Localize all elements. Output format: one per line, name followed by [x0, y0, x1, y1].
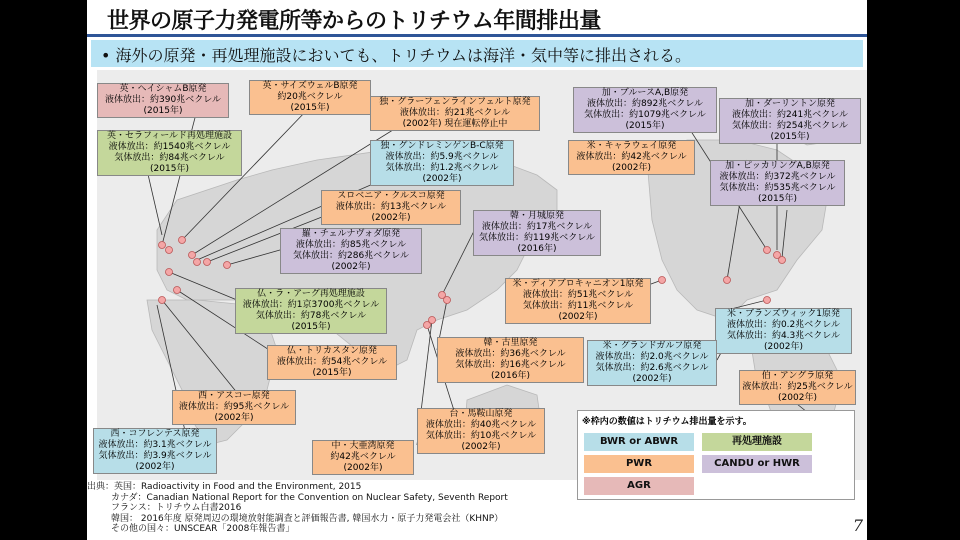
facility-liquid: 液体放出：約2.0兆ベクレル: [595, 352, 709, 362]
facility-darlington: [719, 98, 861, 144]
page-number: 7: [852, 516, 863, 535]
facility-liquid: 液体放出：約42兆ベクレル: [576, 152, 687, 162]
sources: [87, 482, 508, 535]
facility-la-hague: [235, 288, 387, 334]
facility-name: 韓・月城原発: [509, 211, 564, 221]
site-marker: [159, 297, 166, 304]
facility-wolsong: [473, 210, 601, 256]
facility-gas: 気体放出：約10兆ベクレル: [425, 431, 537, 441]
facility-year: (2002年): [461, 442, 501, 452]
facility-gas: 気体放出：約3.9兆ベクレル: [98, 451, 212, 461]
site-marker: [224, 262, 231, 269]
facility-year: (2015年): [758, 194, 797, 204]
facility-cernavoda: [280, 228, 422, 274]
legend-note: ※枠内の数値はトリチウム排出量を示す。: [582, 417, 752, 427]
facility-liquid: 液体放出：約390兆ベクレル: [105, 95, 221, 105]
facility-name: 仏・トリカスタン原発: [287, 346, 377, 356]
facility-name: 米・ディアブロキャニオン1原発: [512, 279, 644, 289]
legend-reprocessing: 再処理施設: [702, 433, 812, 451]
facility-name: 米・キャラウェイ原発: [586, 141, 677, 151]
site-marker: [179, 237, 186, 244]
facility-gas: 気体放出：約16兆ベクレル: [455, 360, 566, 370]
facility-cofrentes: [93, 428, 217, 474]
facility-liquid: 液体放出：約25兆ベクレル: [742, 382, 853, 392]
site-marker: [174, 287, 181, 294]
site-marker: [166, 247, 173, 254]
facility-liquid: 液体放出：約241兆ベクレル: [732, 110, 848, 120]
facility-name: 加・ピッカリングA,B原発: [725, 161, 830, 171]
site-marker: [204, 259, 211, 266]
facility-gas: 気体放出：約2.6兆ベクレル: [595, 363, 709, 373]
facility-name: 韓・古里原発: [483, 338, 538, 348]
facility-gas: 気体放出：約535兆ベクレル: [719, 183, 836, 193]
facility-liquid: 液体放出：約372兆ベクレル: [719, 172, 836, 182]
facility-gas: 気体放出：約119兆ベクレル: [479, 233, 595, 243]
facility-sellafield: [97, 130, 242, 176]
legend-candu: CANDU or HWR: [702, 455, 812, 473]
page-title: 世界の原子力発電所等からのトリチウム年間排出量: [107, 9, 601, 34]
facility-liquid: 液体放出：約51兆ベクレル: [522, 290, 634, 300]
facility-grand-gulf: [587, 340, 717, 386]
facility-gas: 気体放出：約1.2兆ベクレル: [385, 163, 499, 173]
facility-year: (2002年): [778, 393, 817, 403]
site-marker: [194, 259, 201, 266]
facility-year: (2015年): [770, 132, 810, 142]
facility-name: 英・サイズウェルB原発: [262, 81, 358, 91]
facility-name: 加・ブルースA,B原発: [601, 88, 689, 98]
facility-brunswick: [715, 308, 852, 354]
site-marker: [724, 277, 731, 284]
source-line: 出典：英国：Radioactivity in Food and the Environment, 2015: [87, 482, 362, 492]
facility-year: (2015年): [312, 368, 352, 378]
facility-year: (2015年): [625, 121, 665, 131]
site-marker: [424, 322, 431, 329]
facility-liquid: 液体放出：約36兆ベクレル: [455, 349, 566, 359]
facility-year: (2016年): [491, 371, 530, 381]
facility-gundremmingen: [370, 140, 514, 186]
facility-name: スロベニア・クルスコ原発: [337, 191, 445, 201]
legend-agr: AGR: [584, 477, 694, 495]
facility-bruce: [573, 87, 717, 133]
source-line: フランス：トリチウム白書2016: [111, 503, 242, 513]
facility-year: (2002年): [612, 163, 651, 173]
facility-name: 米・グランドガルフ原発: [602, 341, 702, 351]
facility-liquid: 液体放出：約892兆ベクレル: [587, 99, 703, 109]
facility-liquid: 液体放出：約0.2兆ベクレル: [726, 320, 841, 330]
facility-year: (2002年): [764, 342, 803, 352]
facility-sizewell-b: [249, 80, 371, 115]
facility-liquid: 約42兆ベクレル: [330, 452, 396, 462]
facility-liquid: 液体放出：約13兆ベクレル: [335, 202, 447, 212]
facility-year: (2002年): [331, 262, 371, 272]
facility-liquid: 液体放出：約1540兆ベクレル: [108, 142, 231, 152]
facility-gas: 気体放出：約286兆ベクレル: [293, 251, 409, 261]
facility-asco: [172, 390, 296, 425]
facility-heysham-b: [97, 83, 229, 118]
source-line: カナダ：Canadian National Report for the Convention on Nuclear Safety, Seventh Report: [111, 492, 508, 503]
facility-liquid: 液体放出：約5.9兆ベクレル: [385, 152, 499, 162]
facility-year: (2002年): [371, 213, 411, 223]
facility-diablo-canyon: [505, 278, 651, 324]
facility-name: 台・馬鞍山原発: [449, 409, 513, 419]
facility-gas: 気体放出：約11兆ベクレル: [522, 301, 634, 311]
facility-angra: [739, 370, 856, 405]
facility-daya-bay: [312, 440, 414, 475]
facility-krsko: [321, 190, 461, 225]
facility-name: 独・グンドレミンゲンB-C原発: [380, 141, 504, 151]
facility-gas: 気体放出：約254兆ベクレル: [732, 121, 848, 131]
facility-name: 西・コフレンテス原発: [110, 429, 200, 439]
site-marker: [764, 247, 771, 254]
facility-name: 独・グラーフェンラインフェルト原発: [379, 97, 531, 107]
facility-grafenrheinfeld: [370, 96, 540, 131]
facility-maanshan: [417, 408, 545, 454]
facility-year: (2015年): [290, 103, 330, 113]
facility-name: 英・セラフィールド再処理施設: [106, 131, 233, 141]
facility-name: 中・大亜湾原発: [331, 441, 395, 451]
facility-callaway: [568, 140, 695, 175]
facility-year: (2016年): [517, 244, 557, 254]
facility-gas: 気体放出：約78兆ベクレル: [255, 311, 367, 321]
facility-pickering: [710, 160, 845, 206]
site-marker: [444, 297, 451, 304]
legend: [577, 410, 855, 500]
facility-liquid: 約20兆ベクレル: [277, 92, 343, 102]
site-marker: [659, 277, 666, 284]
site-marker: [166, 269, 173, 276]
site-marker: [189, 252, 196, 259]
facility-name: 伯・アングラ原発: [761, 371, 834, 381]
legend-bwr: BWR or ABWR: [584, 433, 694, 451]
facility-name: 米・ブランズウィック1原発: [727, 309, 840, 319]
slide: [87, 0, 867, 540]
facility-liquid: 液体放出：約54兆ベクレル: [276, 357, 388, 367]
facility-name: 仏・ラ・アーグ再処理施設: [257, 289, 365, 299]
site-marker: [779, 257, 786, 264]
facility-liquid: 液体放出：約1京3700兆ベクレル: [242, 300, 380, 310]
facility-year: (2002年): [422, 174, 462, 184]
facility-liquid: 液体放出：約40兆ベクレル: [425, 420, 537, 430]
facility-year: (2015年): [150, 164, 189, 174]
source-line: 韓国： 2016年度 原発周辺の環境放射能調査と評価報告書, 韓国水力・原子力発電会社（KHNP）: [111, 513, 504, 524]
legend-pwr: PWR: [584, 455, 694, 473]
facility-liquid: 液体放出：約85兆ベクレル: [295, 240, 407, 250]
facility-liquid: 液体放出：約3.1兆ベクレル: [98, 440, 212, 450]
facility-year: (2015年): [143, 106, 183, 116]
facility-name: 羅・チェルナヴォダ原発: [301, 229, 401, 239]
site-marker: [764, 297, 771, 304]
facility-gas: 気体放出：約84兆ベクレル: [114, 153, 225, 163]
facility-year: (2015年): [291, 322, 331, 332]
facility-liquid: 液体放出：約21兆ベクレル: [399, 108, 511, 118]
facility-liquid: 液体放出：約17兆ベクレル: [481, 222, 593, 232]
facility-year: (2002年): [343, 463, 383, 473]
facility-liquid: 液体放出：約95兆ベクレル: [178, 402, 290, 412]
facility-year: (2002年): [135, 462, 175, 472]
facility-year: (2002年) 現在運転停止中: [402, 119, 508, 129]
facility-tricastin: [267, 345, 397, 380]
facility-gas: 気体放出：約1079兆ベクレル: [584, 110, 706, 120]
facility-name: 加・ダーリントン原発: [744, 99, 835, 109]
facility-kori: [437, 337, 584, 383]
summary-text: • 海外の原発・再処理施設においても、トリチウムは海洋・気中等に排出される。: [101, 46, 692, 65]
site-marker: [159, 242, 166, 249]
facility-gas: 気体放出：約4.3兆ベクレル: [726, 331, 841, 341]
facility-name: 英・ヘイシャムB原発: [119, 84, 207, 94]
facility-name: 西・アスコー原発: [198, 391, 270, 401]
facility-year: (2002年): [214, 413, 254, 423]
facility-year: (2002年): [632, 374, 672, 384]
facility-year: (2002年): [558, 312, 598, 322]
source-line: その他の国々：UNSCEAR「2008年報告書」: [111, 524, 295, 534]
